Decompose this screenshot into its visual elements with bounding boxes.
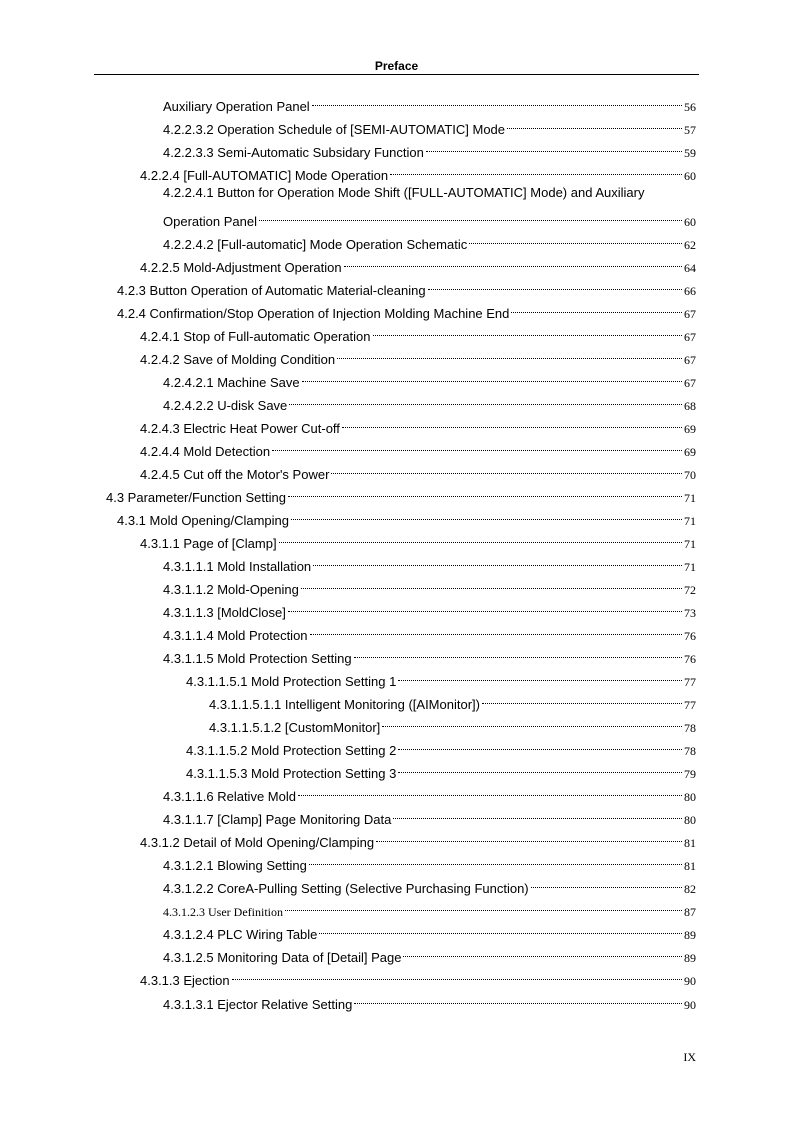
toc-entry-title: 4.3.1.1.2 Mold-Opening xyxy=(163,582,299,597)
toc-entry-page: 71 xyxy=(684,491,696,505)
toc-entry-title: 4.3.1.1.5 Mold Protection Setting xyxy=(163,651,352,666)
toc-entry-title: 4.3.1.1.5.2 Mold Protection Setting 2 xyxy=(186,743,397,758)
toc-entry-title: 4.3.1.3.1 Ejector Relative Setting xyxy=(163,997,353,1012)
toc-leader-dots xyxy=(426,137,682,157)
toc-entry-title: 4.3.1.1.5.1 Mold Protection Setting 1 xyxy=(186,674,397,689)
toc-entry-page: 67 xyxy=(684,330,696,344)
toc-entry-page: 69 xyxy=(684,422,696,436)
toc-leader-dots xyxy=(288,482,682,502)
toc-leader-dots xyxy=(312,91,682,111)
toc-leader-dots xyxy=(428,275,682,295)
toc-entry-page: 71 xyxy=(684,560,696,574)
toc-leader-dots xyxy=(313,551,682,571)
toc-entry-title: 4.3.1.1 Page of [Clamp] xyxy=(140,536,277,551)
toc-entry-page: 73 xyxy=(684,606,696,620)
toc-leader-dots xyxy=(376,827,682,847)
toc-entry-page: 60 xyxy=(684,215,696,229)
toc-leader-dots xyxy=(272,436,682,456)
toc-entry-title: 4.3.1.1.6 Relative Mold xyxy=(163,789,296,804)
toc-leader-dots xyxy=(354,989,682,1009)
toc-entry-title: 4.2.4.4 Mold Detection xyxy=(140,444,271,459)
toc-entry-page: 76 xyxy=(684,652,696,666)
toc-entry-page: 60 xyxy=(684,169,696,183)
toc-entry-title: 4.3.1.3 Ejection xyxy=(140,973,230,988)
toc-entry-page: 90 xyxy=(684,974,696,988)
toc-entry-title: 4.2.4.2.2 U-disk Save xyxy=(163,398,288,413)
toc-leader-dots xyxy=(337,344,682,364)
toc-entry-title: 4.2.2.3.2 Operation Schedule of [SEMI-AUTOMATIC] Mode xyxy=(163,122,506,137)
toc-entry[interactable] xyxy=(140,965,696,991)
toc-entry-title: 4.3.1.1.5.1.1 Intelligent Monitoring ([AIMonitor]) xyxy=(209,697,480,712)
toc-entry-title: 4.3.1.2.3 User Definition xyxy=(163,905,283,919)
toc-entry-page: 67 xyxy=(684,307,696,321)
toc-entry-title: 4.3.1.1.4 Mold Protection xyxy=(163,628,308,643)
header-rule xyxy=(94,74,699,75)
toc-entry-title-line[interactable]: 4.2.2.4.1 Button for Operation Mode Shift ([FULL-AUTOMATIC] Mode) and Auxiliary xyxy=(163,185,645,200)
toc-entry-page: 77 xyxy=(684,698,696,712)
toc-leader-dots xyxy=(344,252,682,272)
toc-leader-dots xyxy=(398,735,682,755)
toc-leader-dots xyxy=(288,597,682,617)
toc-entry-page: 62 xyxy=(684,238,696,252)
toc-entry-page: 81 xyxy=(684,859,696,873)
toc-entry-page: 82 xyxy=(684,882,696,896)
toc-entry-title: 4.3.1.2 Detail of Mold Opening/Clamping xyxy=(140,835,375,850)
toc-entry-page: 89 xyxy=(684,951,696,965)
toc-entry-title: 4.3.1.2.5 Monitoring Data of [Detail] Page xyxy=(163,950,402,965)
toc-entry-page: 89 xyxy=(684,928,696,942)
toc-entry-title: 4.2.4.1 Stop of Full-automatic Operation xyxy=(140,329,371,344)
toc-leader-dots xyxy=(511,298,682,318)
toc-entry-title: 4.2.2.3.3 Semi-Automatic Subsidary Function xyxy=(163,145,424,160)
toc-entry-title: 4.3.1 Mold Opening/Clamping xyxy=(117,513,289,528)
toc-leader-dots xyxy=(342,413,682,433)
toc-entry-title: 4.3.1.2.1 Blowing Setting xyxy=(163,858,307,873)
toc-entry-page: 71 xyxy=(684,537,696,551)
toc-entry[interactable] xyxy=(163,989,696,1015)
toc-leader-dots xyxy=(507,114,682,134)
toc-entry-page: 59 xyxy=(684,146,696,160)
toc-leader-dots xyxy=(531,873,682,893)
page-number: IX xyxy=(683,1050,696,1064)
toc-leader-dots xyxy=(398,758,682,778)
toc-leader-dots xyxy=(289,390,682,410)
toc-leader-dots xyxy=(298,781,682,801)
toc-entry-title: 4.2.2.4 [Full-AUTOMATIC] Mode Operation xyxy=(140,168,389,183)
toc-entry-page: 79 xyxy=(684,767,696,781)
toc-entry-page: 76 xyxy=(684,629,696,643)
toc-entry-title: Operation Panel xyxy=(163,214,257,229)
toc-entry-title: 4.3.1.1.5.1.2 [CustomMonitor] xyxy=(209,720,381,735)
toc-leader-dots xyxy=(232,965,682,985)
toc-entry-page: 56 xyxy=(684,100,696,114)
toc-entry-page: 64 xyxy=(684,261,696,275)
toc-leader-dots xyxy=(301,574,682,594)
toc-entry-page: 72 xyxy=(684,583,696,597)
toc-leader-dots xyxy=(259,206,682,226)
toc-leader-dots xyxy=(390,160,682,180)
toc-entry-title: 4.3.1.1.1 Mold Installation xyxy=(163,559,312,574)
toc-leader-dots xyxy=(482,689,682,709)
toc-entry-page: 80 xyxy=(684,790,696,804)
toc-entry-title: 4.2.3 Button Operation of Automatic Material-cleaning xyxy=(117,283,426,298)
toc-leader-dots xyxy=(469,229,682,249)
toc-entry-page: 67 xyxy=(684,353,696,367)
toc-entry-title: 4.3.1.1.5.3 Mold Protection Setting 3 xyxy=(186,766,397,781)
toc-leader-dots xyxy=(309,850,682,870)
toc-entry-page: 70 xyxy=(684,468,696,482)
toc-leader-dots xyxy=(373,321,682,341)
toc-entry-page: 78 xyxy=(684,744,696,758)
toc-entry-page: 81 xyxy=(684,836,696,850)
toc-leader-dots xyxy=(310,620,682,640)
toc-entry-page: 69 xyxy=(684,445,696,459)
toc-entry-title: 4.2.2.5 Mold-Adjustment Operation xyxy=(140,260,342,275)
toc-leader-dots xyxy=(279,528,682,548)
toc-leader-dots xyxy=(382,712,682,732)
toc-entry-page: 66 xyxy=(684,284,696,298)
toc-entry-title: 4.3 Parameter/Function Setting xyxy=(106,490,286,505)
toc-entry-page: 90 xyxy=(684,998,696,1012)
toc-entry-title: 4.3.1.2.2 CoreA-Pulling Setting (Selective Purchasing Function) xyxy=(163,881,529,896)
running-header-title: Preface xyxy=(374,59,419,73)
toc-entry-title: 4.3.1.1.3 [MoldClose] xyxy=(163,605,286,620)
toc-entry-page: 57 xyxy=(684,123,696,137)
toc-leader-dots xyxy=(331,459,682,479)
toc-leader-dots xyxy=(285,896,682,916)
toc-entry-title: 4.2.4.3 Electric Heat Power Cut-off xyxy=(140,421,340,436)
toc-entry-page: 77 xyxy=(684,675,696,689)
toc-entry-title: Auxiliary Operation Panel xyxy=(163,99,310,114)
toc-entry-title: 4.2.4.5 Cut off the Motor's Power xyxy=(140,467,330,482)
toc-entry-title: 4.3.1.1.7 [Clamp] Page Monitoring Data xyxy=(163,812,392,827)
toc-leader-dots xyxy=(393,804,682,824)
toc-entry-page: 87 xyxy=(684,905,696,919)
toc-entry-title: 4.2.2.4.2 [Full-automatic] Mode Operation Schematic xyxy=(163,237,468,252)
toc-entry-page: 80 xyxy=(684,813,696,827)
toc-leader-dots xyxy=(354,643,682,663)
toc-leader-dots xyxy=(398,666,682,686)
toc-entry-page: 67 xyxy=(684,376,696,390)
toc-entry-title: 4.3.1.2.4 PLC Wiring Table xyxy=(163,927,318,942)
toc-leader-dots xyxy=(302,367,682,387)
toc-entry-page: 78 xyxy=(684,721,696,735)
toc-entry-title: 4.2.4.2 Save of Molding Condition xyxy=(140,352,336,367)
toc-leader-dots xyxy=(319,919,682,939)
toc-leader-dots xyxy=(291,505,682,525)
toc-entry-page: 71 xyxy=(684,514,696,528)
toc-leader-dots xyxy=(403,942,682,962)
toc-entry-page: 68 xyxy=(684,399,696,413)
toc-entry-title: 4.2.4 Confirmation/Stop Operation of Injection Molding Machine End xyxy=(117,306,510,321)
toc-entry-title: 4.2.4.2.1 Machine Save xyxy=(163,375,300,390)
